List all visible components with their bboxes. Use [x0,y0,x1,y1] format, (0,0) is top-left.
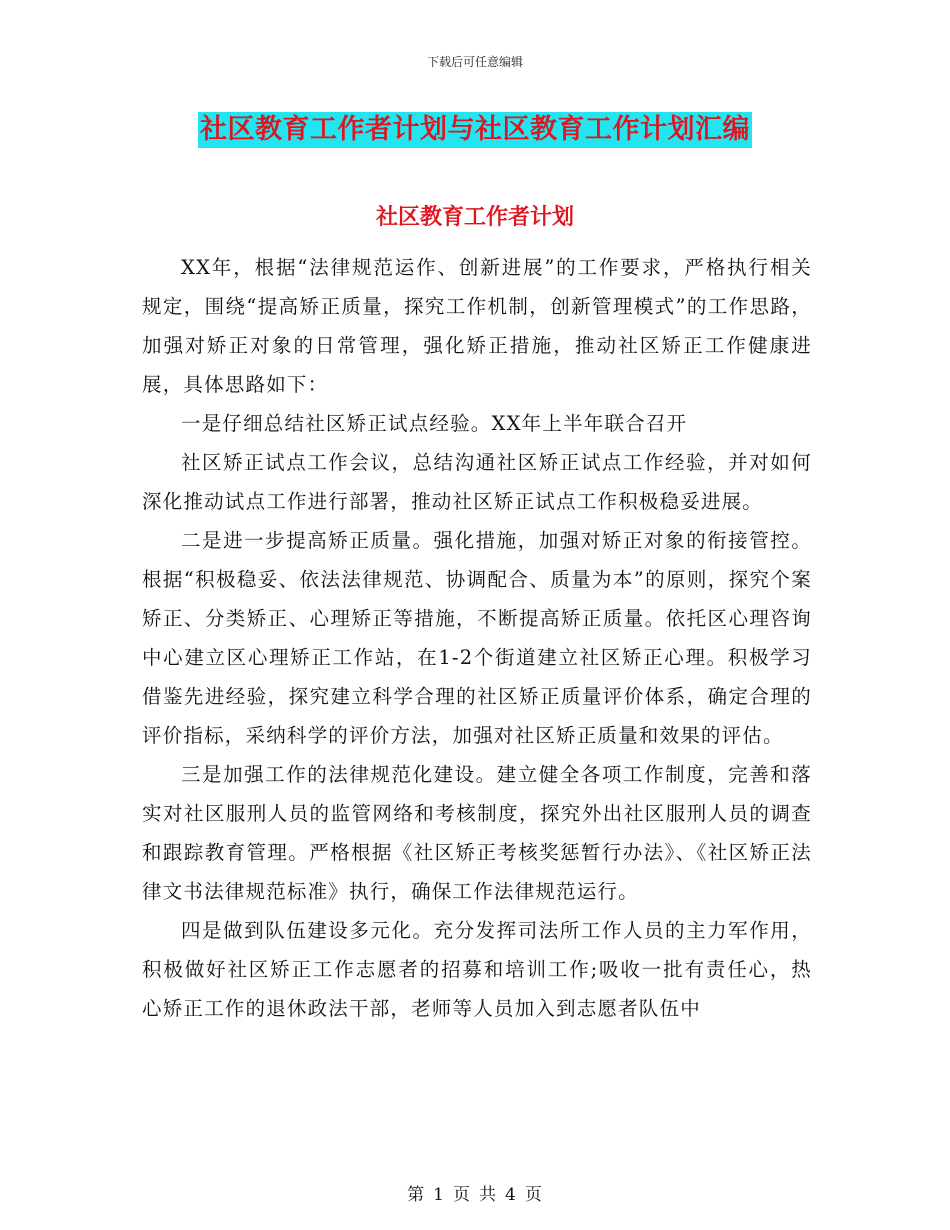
main-title: 社区教育工作者计划与社区教育工作计划汇编 [198,112,752,148]
main-title-container [0,112,950,148]
page-footer [0,1184,950,1206]
paragraph: 社区矫正试点工作会议，总结沟通社区矫正试点工作经验，并对如何深化推动试点工作进行部署，推动社区矫正试点工作积极稳妥进展。 [142,451,812,513]
footer-total-prefix: 共 [479,1185,497,1205]
page-total: 4 [505,1185,517,1205]
header-note: 下载后可任意编辑 [426,55,523,69]
footer-page-label: 页 [453,1185,471,1205]
section-title: 社区教育工作者计划 [375,204,574,230]
footer-prefix: 第 [407,1185,426,1205]
paragraph: XX年，根据“法律规范运作、创新进展”的工作要求，严格执行相关规定，围绕“提高矫正质量，探究工作机制，创新管理模式”的工作思路，加强对矫正对象的日常管理，强化矫正措施，推动社区矫正工作健康进展，具体思路如下： [142,256,812,396]
document-body [142,248,812,1028]
paragraph: 二是进一步提高矫正质量。强化措施，加强对矫正对象的衔接管控。根据“积极稳妥、依法法律规范、协调配合、质量为本”的原则，探究个案矫正、分类矫正、心理矫正等措施，不断提高矫正质量。依托区心理咨询中心建立区心理矫正工作站，在1-2个街道建立社区矫正心理。积极学习借鉴先进经验，探究建立科学合理的社区矫正质量评价体系，确定合理的评价指标，采纳科学的评价方法，加强对社区矫正质量和效果的评估。 [142,529,812,747]
paragraph: 一是仔细总结社区矫正试点经验。XX年上半年联合召开 [181,412,688,435]
footer-suffix: 页 [524,1185,543,1205]
paragraph: 四是做到队伍建设多元化。充分发挥司法所工作人员的主力军作用，积极做好社区矫正工作志愿者的招募和培训工作;吸收一批有责任心，热心矫正工作的退休政法干部，老师等人员加入到志愿者队伍中 [142,919,812,1020]
paragraph: 三是加强工作的法律规范化建设。建立健全各项工作制度，完善和落实对社区服刑人员的监管网络和考核制度，探究外出社区服刑人员的调查和跟踪教育管理。严格根据《社区矫正考核奖惩暂行办法》、《社区矫正法律文书法律规范标准》执行，确保工作法律规范运行。 [142,763,812,903]
page-number: 1 [433,1185,445,1205]
